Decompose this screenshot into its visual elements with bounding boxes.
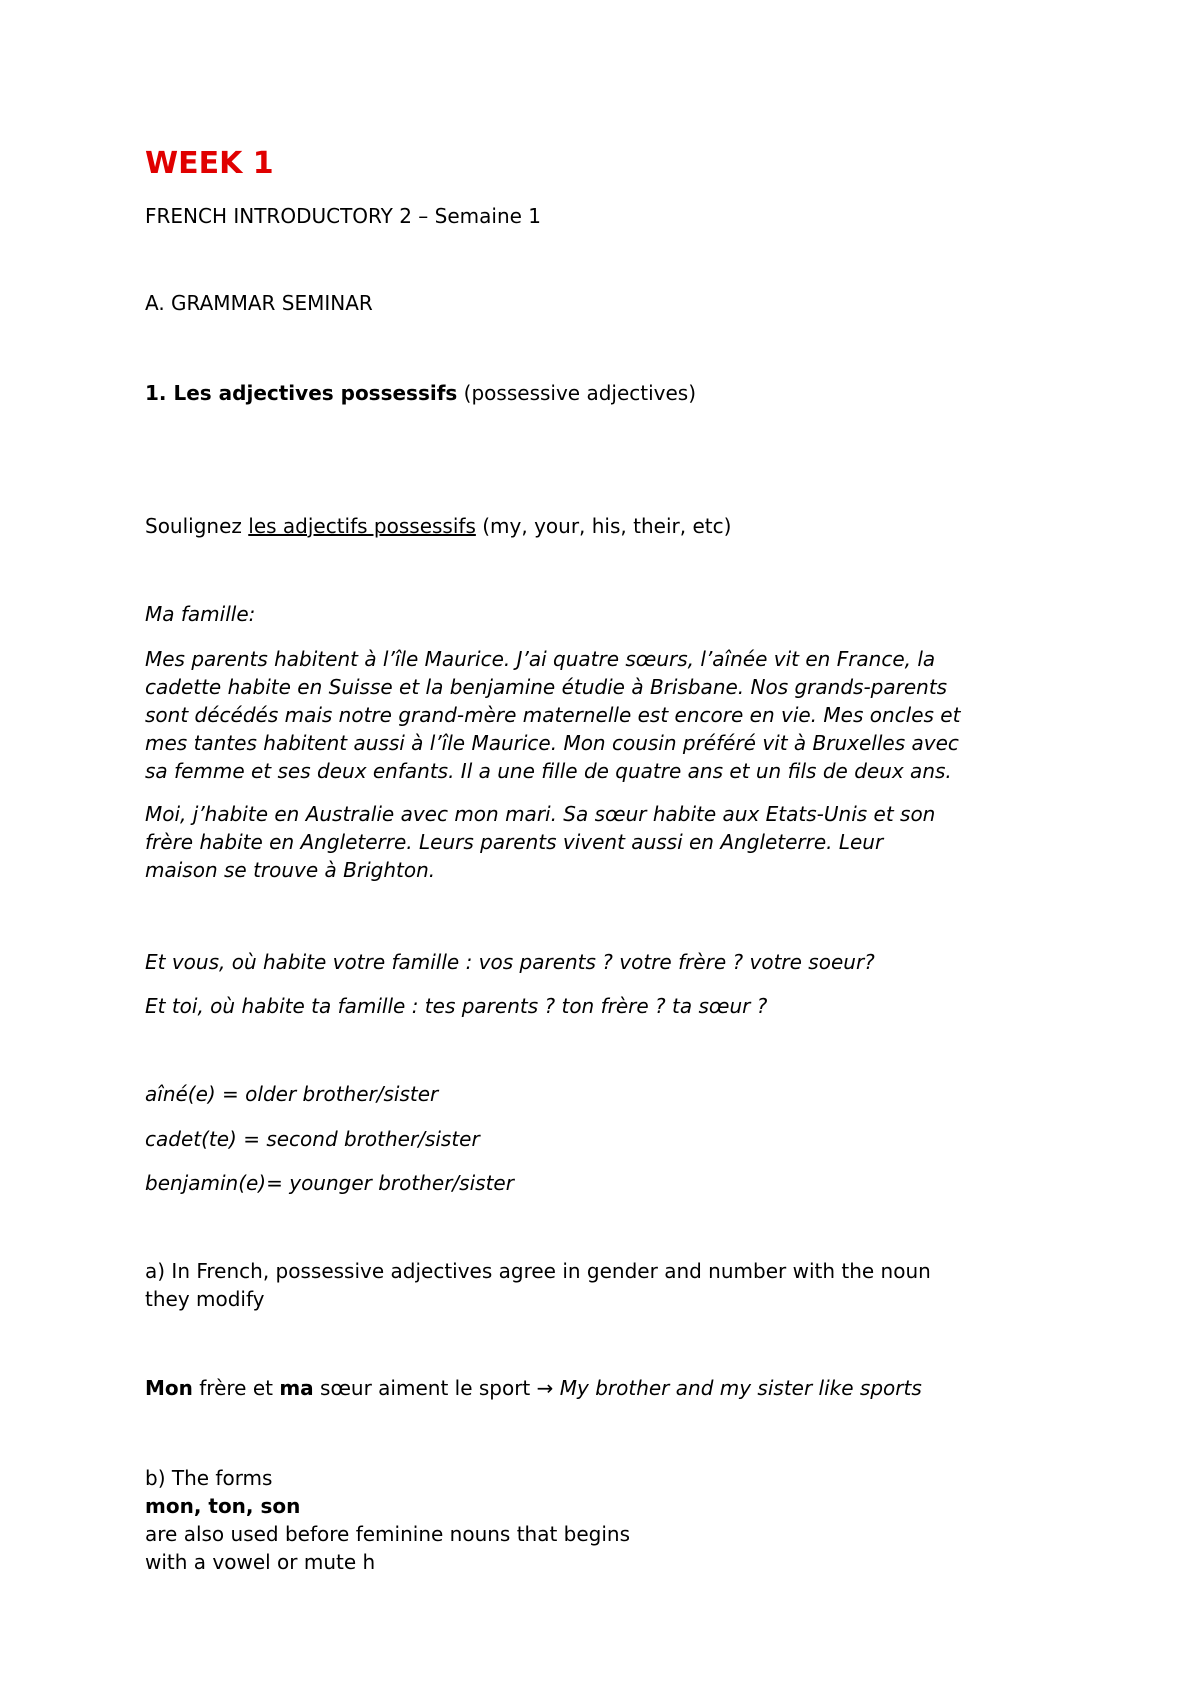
- instruction-lead: Soulignez: [145, 514, 249, 538]
- instruction-tail: (my, your, his, their, etc): [475, 514, 732, 538]
- example-text: sœur aiment le sport →: [313, 1376, 560, 1400]
- paragraph-line: Mes parents habitent à l’île Maurice. J’ai quatre sœurs, l’aînée vit en France, la: [145, 647, 936, 671]
- paragraph-line: maison se trouve à Brighton.: [145, 858, 436, 882]
- text-paragraph-1: [145, 645, 1075, 785]
- rule-b-tail: are also used before feminine nouns that begins: [145, 1522, 631, 1546]
- rule-a-line: a) In French, possessive adjectives agree in gender and number with the noun: [145, 1259, 931, 1283]
- section-a-title: A. GRAMMAR SEMINAR: [145, 291, 373, 315]
- rule-b-forms: mon, ton, son: [145, 1494, 301, 1518]
- topic-1-title: 1. Les adjectives possessifs: [145, 381, 458, 405]
- question-vous: Et vous, où habite votre famille : vos parents ? votre frère ? votre soeur?: [145, 950, 875, 974]
- example-translation: My brother and my sister like sports: [559, 1376, 922, 1400]
- rule-a-line: they modify: [145, 1287, 265, 1311]
- question-toi: Et toi, où habite ta famille : tes parents ? ton frère ? ta sœur ?: [145, 994, 768, 1018]
- text-heading: Ma famille:: [145, 602, 256, 626]
- instruction-line: [145, 512, 731, 540]
- example-word-ma: ma: [279, 1376, 314, 1400]
- example-word-mon: Mon: [145, 1376, 193, 1400]
- rule-a: [145, 1257, 1075, 1313]
- vocab-cadet: cadet(te) = second brother/sister: [145, 1127, 480, 1151]
- course-title: FRENCH INTRODUCTORY 2 – Semaine 1: [145, 204, 542, 228]
- paragraph-line: Moi, j’habite en Australie avec mon mari. Sa sœur habite aux Etats-Unis et son: [145, 802, 936, 826]
- paragraph-line: sont décédés mais notre grand-mère maternelle est encore en vie. Mes oncles et: [145, 703, 961, 727]
- vocab-benjamin: benjamin(e)= younger brother/sister: [145, 1171, 514, 1195]
- rule-b-line-1: [145, 1464, 1075, 1548]
- instruction-underlined: les adjectifs possessifs: [248, 514, 476, 538]
- paragraph-line: mes tantes habitent aussi à l’île Maurice. Mon cousin préféré vit à Bruxelles avec: [145, 731, 959, 755]
- example-text: frère et: [192, 1376, 280, 1400]
- vocab-aine: aîné(e) = older brother/sister: [145, 1082, 439, 1106]
- paragraph-line: cadette habite en Suisse et la benjamine étudie à Brisbane. Nos grands-parents: [145, 675, 948, 699]
- text-paragraph-2: [145, 800, 1075, 884]
- topic-1-heading: [145, 379, 696, 407]
- rule-b-line-2: with a vowel or mute h: [145, 1550, 376, 1574]
- week-title: WEEK 1: [145, 146, 274, 181]
- paragraph-line: sa femme et ses deux enfants. Il a une fille de quatre ans et un fils de deux ans.: [145, 759, 952, 783]
- topic-1-subtitle: (possessive adjectives): [457, 381, 697, 405]
- rule-b: [145, 1464, 1075, 1576]
- example-sentence: [145, 1374, 922, 1402]
- rule-b-lead: b) The forms: [145, 1466, 273, 1490]
- paragraph-line: frère habite en Angleterre. Leurs parents vivent aussi en Angleterre. Leur: [145, 830, 884, 854]
